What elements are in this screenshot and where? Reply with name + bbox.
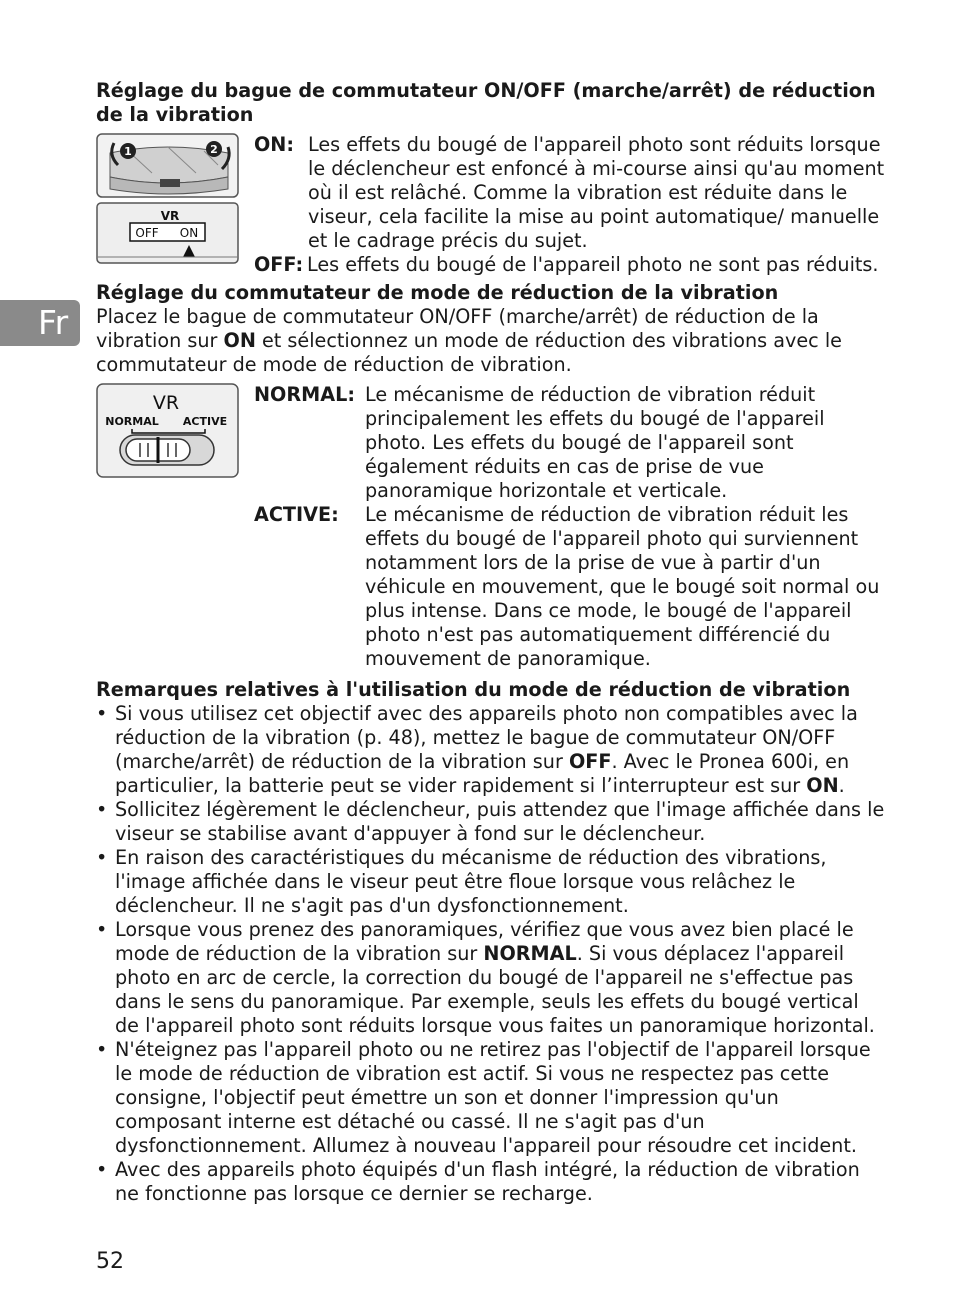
- list-item: [96, 702, 886, 798]
- normal-description: Le mécanisme de réduction de vibration réduit principalement les effets du bougé de l'appareil photo. Les effets du bougé de l'appareil sont également réduits en cas de prise de vue panoramique horizontale et verticale.: [365, 383, 825, 502]
- heading-vr-switch: Réglage du bague de commutateur ON/OFF (marche/arrêt) de réduction de la vibration: [96, 79, 876, 126]
- intro-text-1: Placez le bague de commutateur ON/OFF (marche/arrêt) de réduction de la vibration sur: [96, 305, 819, 352]
- vr-switch-illustration: [96, 133, 254, 277]
- note-1-text-1: Si vous utilisez cet objectif avec des appareils photo non compatibles avec la réduction de la vibration (p. 48), mettez le bague de commutateur ON/OFF (marche/arrêt) de réduction de la vibration sur: [115, 702, 858, 773]
- list-item: [96, 918, 886, 1038]
- on-label: ON: [179, 226, 199, 240]
- note-1-bold-on: ON: [806, 774, 839, 797]
- heading-notes: Remarques relatives à l'utilisation du mode de réduction de vibration: [96, 678, 851, 701]
- active-description: Le mécanisme de réduction de vibration réduit les effets du bougé de l'appareil photo qui surviennent notamment lors de la prise de vue à partir d'un véhicule en mouvement, que le bougé soit normal ou plus intense. Dans ce mode, le bougé de l'appareil photo n'est pas automatiquement différencié du mouvement de panoramique.: [365, 503, 880, 670]
- off-description: Les effets du bougé de l'appareil photo ne sont pas réduits.: [307, 253, 879, 276]
- normal-label: NORMAL: [105, 415, 159, 428]
- page-content: [96, 79, 886, 1206]
- list-item: • Avec des appareils photo équipés d'un flash intégré, la réduction de vibration ne fonctionne pas lorsque ce dernier se recharge.: [96, 1158, 886, 1206]
- off-term: OFF:: [254, 253, 304, 276]
- def-on: [254, 133, 886, 253]
- list-item: • N'éteignez pas l'appareil photo ou ne retirez pas l'objectif de l'appareil lorsque le mode de réduction de vibration est actif. Si vous ne respectez pas cette consigne, l'objectif peut émettre un son et donner l'impression qu'un composant interne est détaché ou cassé. Il ne s'agit pas d'un dysfonctionnement. Allumez à nouveau l'appareil pour résoudre cet incident.: [96, 1038, 886, 1158]
- off-label: OFF: [135, 226, 159, 240]
- language-tab: [0, 300, 80, 346]
- step-2-number: 2: [210, 143, 218, 156]
- note-4-text-1: Lorsque vous prenez des panoramiques, vérifiez que vous avez bien placé le mode de réduction de la vibration sur: [115, 918, 854, 965]
- section-vr-switch: [96, 133, 886, 277]
- notes-list: [96, 702, 886, 1206]
- active-term: ACTIVE:: [254, 503, 339, 526]
- list-item: • En raison des caractéristiques du mécanisme de réduction des vibrations, l'image affichée dans le viseur peut être floue lorsque vous relâchez le déclencheur. Il ne s'agit pas d'un dysfonctionnement.: [96, 846, 886, 918]
- step-1-number: 1: [124, 145, 132, 158]
- note-4-bold-normal: NORMAL: [483, 942, 577, 965]
- intro-text-2: et sélectionnez un mode de réduction des vibrations avec le commutateur de mode de réduction de vibration.: [96, 329, 842, 376]
- list-item: • Sollicitez légèrement le déclencheur, puis attendez que l'image affichée dans le viseur se stabilise avant d'appuyer à fond sur le déclencheur.: [96, 798, 886, 846]
- mode-definitions: [254, 383, 886, 671]
- def-normal: [254, 383, 886, 503]
- on-description: Les effets du bougé de l'appareil photo sont réduits lorsque le déclencheur est enfoncé à mi-course ainsi qu'au moment où il est relâché. Comme la vibration est réduite dans le viseur, cela facilite la mise au point automatique/ manuelle et le cadrage précis du sujet.: [308, 133, 885, 252]
- on-term: ON:: [254, 133, 295, 156]
- note-1-text-2: . Avec le Pronea 600i, en particulier, la batterie peut se vider rapidement si l’interrupteur est sur: [115, 750, 850, 797]
- note-4-text-2: . Si vous déplacez l'appareil photo en arc de cercle, la correction du bougé de l'appareil ne s'effectue pas dans le sens du panoramique. Par exemple, seuls les effets du bougé vertical de l'appareil photo sont réduits lorsque vous faites un panoramique horizontal.: [115, 942, 875, 1037]
- note-1-text-3: .: [838, 774, 845, 797]
- section-mode-switch: [96, 383, 886, 671]
- note-1-bold-off: OFF: [568, 750, 612, 773]
- intro-bold-on: ON: [223, 329, 256, 352]
- lens-vr-ring-drawing: [96, 133, 242, 267]
- page-number: 52: [96, 1249, 124, 1274]
- active-label: ACTIVE: [182, 415, 228, 428]
- vr-label: VR: [160, 209, 180, 223]
- mode-switch-illustration: [96, 383, 254, 671]
- def-off: [254, 253, 886, 277]
- vr-mode-switch-drawing: [96, 383, 242, 481]
- mode-vr-label: VR: [152, 392, 180, 414]
- language-tab-label: Fr: [38, 303, 69, 342]
- heading-mode-switch: Réglage du commutateur de mode de réduction de la vibration: [96, 281, 779, 304]
- normal-term: NORMAL:: [254, 383, 355, 406]
- mode-switch-intro: [96, 305, 886, 377]
- def-active: [254, 503, 886, 671]
- vr-switch-definitions: [254, 133, 886, 277]
